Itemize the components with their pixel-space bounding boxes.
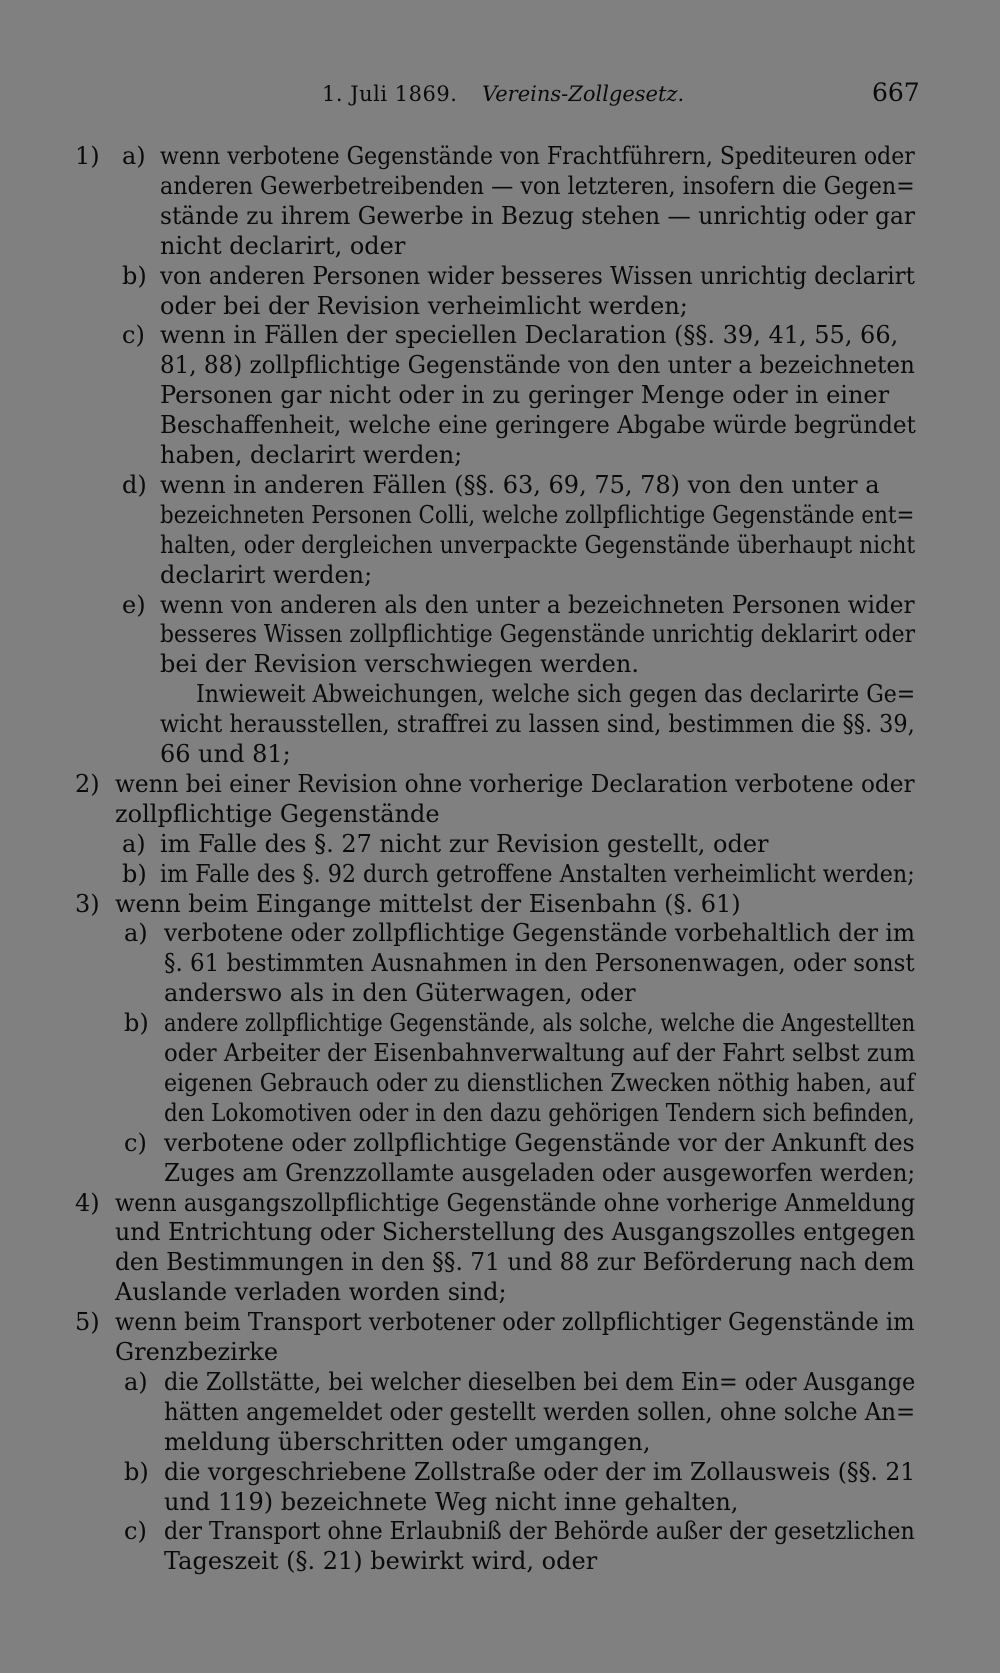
line-text: die vorgeschriebene Zollstraße oder der im Zollausweis (§§. 21 [164,1457,916,1486]
sub-item-letter: b) [124,1457,149,1486]
header-title: Vereins-Zollgesetz. [482,82,685,106]
line-text: bezeichneten Personen Colli, welche zollpflichtige Gegenstände ent= [160,500,915,529]
line-text: 81, 88) zollpflichtige Gegenstände von den unter a bezeichneten [160,351,915,380]
line-text: wenn beim Eingange mittelst der Eisenbahn (§. 61) [115,889,741,918]
line-text: verbotene oder zollpflichtige Gegenstände vor der Ankunft des [164,1128,915,1157]
line-text: verbotene oder zollpflichtige Gegenstände vorbehaltlich der im [164,919,916,948]
line-text: Personen gar nicht oder in zu geringer Menge oder in einer [160,381,890,410]
line-text: der Transport ohne Erlaubniß der Behörde außer der gesetzlichen [164,1517,915,1546]
line-text: die Zollstätte, bei welcher dieselben bei dem Ein= oder Ausgange [164,1367,916,1396]
sub-item-letter: c) [124,1517,147,1546]
sub-item-letter: a) [122,829,146,858]
line-text: oder bei der Revision verheimlicht werden; [160,291,688,320]
line-text: declarirt werden; [160,560,373,589]
item-number: 4) [75,1188,100,1217]
line-text: wenn verbotene Gegenstände von Frachtführern, Spediteuren oder [160,142,915,170]
sub-item-letter: c) [122,321,145,350]
item-number: 1) [75,142,100,170]
page-number: 667 [872,78,920,107]
line-text: nicht declarirt, oder [160,231,406,260]
line-text: den Bestimmungen in den §§. 71 und 88 zur Beförderung nach dem [115,1248,915,1277]
line-text: Zuges am Grenzzollamte ausgeladen oder ausgeworfen werden; [164,1158,916,1187]
line-text: wenn von anderen als den unter a bezeichneten Personen wider [160,590,915,619]
item-number: 3) [75,889,100,918]
line-text: Tageszeit (§. 21) bewirkt wird, oder [164,1547,598,1576]
line-text: bei der Revision verschwiegen werden. [160,650,639,679]
line-text: anderen Gewerbetreibenden — von letzteren, insofern die Gegen= [160,171,915,200]
line-text: besseres Wissen zollpflichtige Gegenstände unrichtig deklarirt oder [160,620,916,649]
line-text: wenn beim Transport verbotener oder zollpflichtiger Gegenstände im [115,1308,915,1337]
line-text: wenn in anderen Fällen (§§. 63, 69, 75, 78) von den unter a [160,470,880,499]
line-text: Grenzbezirke [115,1338,279,1366]
line-text: anderswo als in den Güterwagen, oder [164,979,636,1008]
page-header [0,76,1000,116]
line-text: meldung überschritten oder umgangen, [164,1427,651,1456]
sub-item-letter: d) [122,470,147,499]
sub-item-letter: e) [122,590,146,619]
sub-item-letter: a) [124,1367,148,1396]
item-number: 5) [75,1308,100,1337]
line-text: wenn ausgangszollpflichtige Gegenstände ohne vorherige Anmeldung [115,1188,916,1217]
line-text: im Falle des §. 27 nicht zur Revision gestellt, oder [160,829,769,858]
item-number: 2) [75,769,100,798]
line-text: den Lokomotiven oder in den dazu gehörigen Tendern sich befinden, [164,1098,915,1127]
line-text: zollpflichtige Gegenstände [115,799,440,828]
line-text: hätten angemeldet oder gestellt werden sollen, ohne solche An= [164,1397,916,1426]
sub-item-letter: b) [122,859,147,888]
line-text: Beschaffenheit, welche eine geringere Abgabe würde begründet [160,411,916,440]
line-text: Auslande verladen worden sind; [115,1278,507,1307]
line-text: wenn in Fällen der speciellen Declaration (§§. 39, 41, 55, 66, [160,321,899,350]
line-text: eigenen Gebrauch oder zu dienstlichen Zwecken nöthig haben, auf [164,1068,915,1097]
sub-item-letter: b) [124,1009,149,1038]
line-text: wicht herausstellen, straffrei zu lassen sind, bestimmen die §§. 39, [160,710,915,739]
line-text: und Entrichtung oder Sicherstellung des Ausgangszolles entgegen [115,1218,916,1247]
line-text: oder Arbeiter der Eisenbahnverwaltung auf der Fahrt selbst zum [164,1039,916,1067]
line-text: §. 61 bestimmten Ausnahmen in den Personenwagen, oder sonst [164,949,915,978]
line-text: stände zu ihrem Gewerbe in Bezug stehen — unrichtig oder gar [160,201,916,230]
line-text: wenn bei einer Revision ohne vorherige Declaration verbotene oder [115,769,915,798]
line-text: andere zollpflichtige Gegenstände, als solche, welche die Angestellten [164,1009,916,1038]
sub-item-letter: a) [122,142,146,170]
sub-item-letter: c) [124,1128,147,1157]
line-text: haben, declarirt werden; [160,441,463,469]
line-text: Inwieweit Abweichungen, welche sich gegen das declarirte Ge= [196,680,916,709]
line-text: und 119) bezeichnete Weg nicht inne gehalten, [164,1487,739,1516]
header-date: 1. Juli 1869. [322,82,458,106]
sub-item-letter: b) [122,261,147,290]
line-text: von anderen Personen wider besseres Wissen unrichtig declarirt [160,261,915,290]
line-text: im Falle des §. 92 durch getroffene Anstalten verheimlicht werden; [160,859,915,888]
line-text: halten, oder dergleichen unverpackte Gegenstände überhaupt nicht [160,530,916,559]
line-text: 66 und 81; [160,740,291,768]
sub-item-letter: a) [124,919,148,948]
